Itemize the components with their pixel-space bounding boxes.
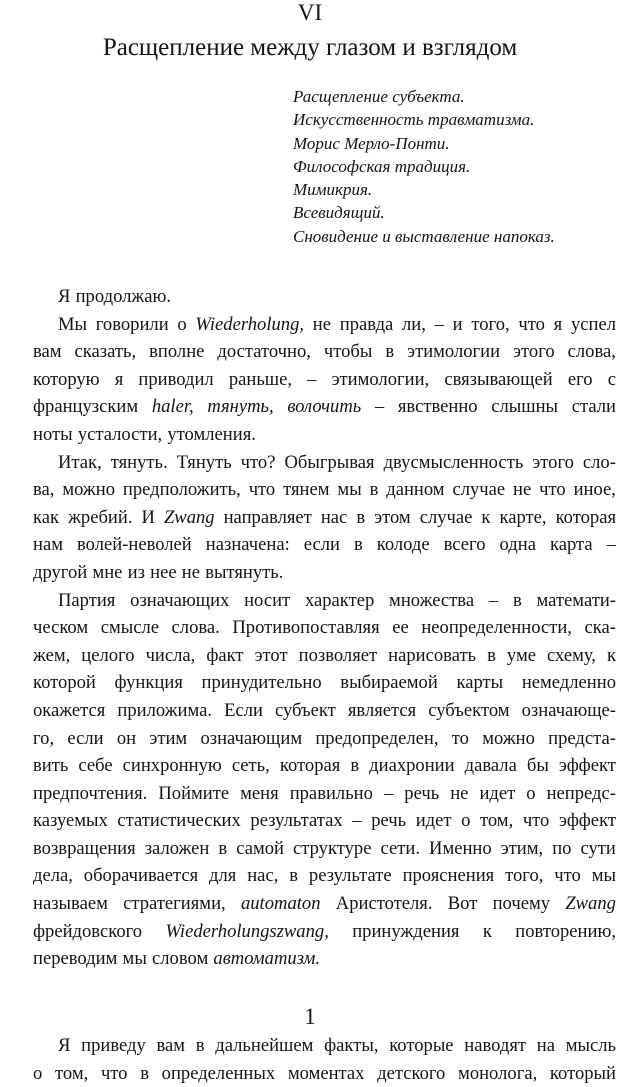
text-line: нам волей-неволей назначена: если в колоде всего одна карта –: [33, 534, 616, 556]
text-line: казуемых статистических результатах – речь идет о том, что эффект: [33, 810, 616, 832]
text-line: которую я приводил раньше, – этимологии, связывающей его с: [33, 368, 616, 390]
text-line: вам сказать, вполне достаточно, чтобы в этимологии этого слова,: [33, 341, 616, 363]
text-line: го, если он этим означающим предопределен, то можно предста-: [33, 727, 616, 749]
text-line: французским haler, тянуть, волочить – явственно слышны стали: [33, 396, 616, 418]
text-line: называем стратегиями, automaton Аристотеля. Вот почему Zwang: [33, 893, 616, 915]
epigraph-line: Искусственность травматизма.: [293, 110, 535, 130]
section-body: [33, 1032, 616, 1087]
epigraph-line: Философская традиция.: [293, 156, 471, 176]
text-line: ва, можно предположить, что тянем мы в данном случае не что иное,: [33, 479, 616, 501]
epigraph-line: Морис Мерло-Понти.: [293, 133, 450, 153]
text-line: Я продолжаю.: [58, 286, 172, 307]
text-line: возвращения заложен в самой структуре сети. Именно этим, по сути: [33, 837, 616, 859]
text-line: вить себе синхронную сеть, которая в диахронии давала бы эффект: [33, 755, 616, 777]
epigraph-line: Всевидящий.: [293, 203, 385, 223]
text-line: ческом смысле слова. Противопоставляя ее неопределенности, ска-: [33, 617, 616, 639]
text-line: Итак, тянуть. Тянуть что? Обыгрывая двусмысленность этого сло-: [58, 451, 616, 473]
text-line: о том, что в определенных моментах детского монолога, который: [33, 1062, 616, 1084]
epigraph-line: Сновидение и выставление напоказ.: [293, 226, 555, 246]
text-line: предпочтения. Поймите меня правильно – речь не идет о непредс-: [33, 782, 616, 804]
epigraph-line: Расщепление субъекта.: [293, 87, 465, 106]
text-line: другой мне из нее не вытянуть.: [33, 561, 284, 583]
text-line: Мы говорили о Wiederholung, не правда ли, – и того, что я успел: [58, 313, 616, 335]
epigraph-line: Мимикрия.: [293, 180, 373, 200]
text-line: жем, целого числа, факт этот позволяет нарисовать в уме схему, к: [33, 644, 616, 666]
chapter-number: VI: [297, 0, 323, 25]
text-line: окажется приложима. Если субъект является субъектом означающе-: [33, 699, 616, 721]
text-line: дела, оборачивается для нас, в результате прояснения того, что мы: [33, 865, 616, 887]
text-line: фрейдовского Wiederholungszwang, принуждения к повторению,: [33, 920, 616, 942]
text-line: как жребий. И Zwang направляет нас в этом случае к карте, которая: [33, 506, 616, 528]
chapter-body: [33, 283, 616, 973]
text-line: Партия означающих носит характер множества – в математи-: [58, 589, 616, 611]
chapter-epigraph: [293, 85, 613, 248]
text-line: переводим мы словом автоматизм.: [33, 948, 320, 970]
text-line: Я приведу вам в дальнейшем факты, которые наводят на мысль: [58, 1035, 616, 1056]
text-line: которой функция принудительно выбираемой карты немедленно: [33, 672, 616, 694]
text-line: ноты усталости, утомления.: [33, 423, 256, 445]
section-number: 1: [304, 1004, 316, 1029]
chapter-title: Расщепление между глазом и взглядом: [102, 34, 518, 61]
